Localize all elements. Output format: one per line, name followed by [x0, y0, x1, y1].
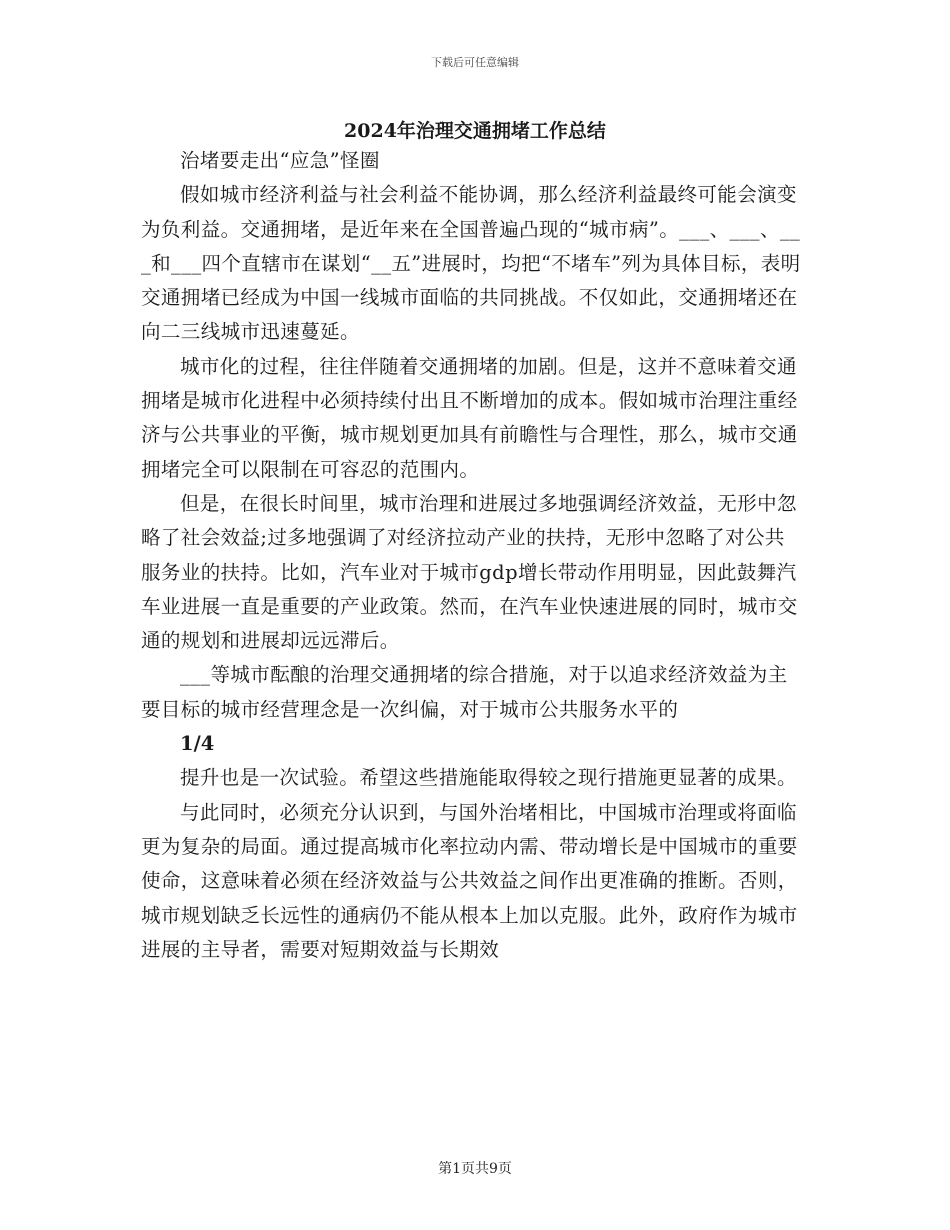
paragraph: ___等城市酝酿的治理交通拥堵的综合措施，对于以追求经济效益为主要目标的城市经营理念是一次纠偏，对于城市公共服务水平的 — [141, 663, 788, 721]
inline-page-marker: 1/4 — [180, 732, 215, 756]
paragraph: 提升也是一次试验。希望这些措施能取得较之现行措施更显著的成果。 — [180, 766, 797, 790]
document-body — [141, 144, 803, 967]
paragraph: 与此同时，必须充分认识到，与国外治堵相比，中国城市治理或将面临更为复杂的局面。通过提高城市化率拉动内需、带动增长是中国城市的重要使命，这意味着必须在经济效益与公共效益之间作出更准确的推断。否则，城市规划缺乏长远性的通病仍不能从根本上加以克服。此外，政府作为城市进展的主导者，需要对短期效益与长期效 — [141, 800, 798, 961]
page-footer: 第1页共9页 — [438, 1161, 512, 1177]
paragraph: 城市化的过程，往往伴随着交通拥堵的加剧。但是，这并不意味着交通拥堵是城市化进程中必须持续付出且不断增加的成本。假如城市治理注重经济与公共事业的平衡，城市规划更加具有前瞻性与合理性，那么，城市交通拥堵完全可以限制在可容忍的范围内。 — [141, 354, 798, 481]
header-note: 下载后可任意编辑 — [431, 56, 519, 69]
document-title: 2024年治理交通拥堵工作总结 — [344, 120, 606, 142]
section-heading: 治堵要走出“应急”怪圈 — [180, 149, 380, 172]
paragraph: 假如城市经济利益与社会利益不能协调，那么经济利益最终可能会演变为负利益。交通拥堵，是近年来在全国普遍凸现的“城市病”。___、___、___和___四个直辖市在谋划“__五”进展时，均把“不堵车”列为具体目标，表明交通拥堵已经成为中国一线城市面临的共同挑战。不仅如此，交通拥堵还在向二三线城市迅速蔓延。 — [141, 183, 801, 344]
paragraph: 但是，在很长时间里，城市治理和进展过多地强调经济效益，无形中忽略了社会效益;过多地强调了对经济拉动产业的扶持，无形中忽略了对公共服务业的扶持。比如，汽车业对于城市gdp增长带动作用明显，因此鼓舞汽车业进展一直是重要的产业政策。然而，在汽车业快速进展的同时，城市交通的规划和进展却远远滞后。 — [141, 491, 798, 653]
